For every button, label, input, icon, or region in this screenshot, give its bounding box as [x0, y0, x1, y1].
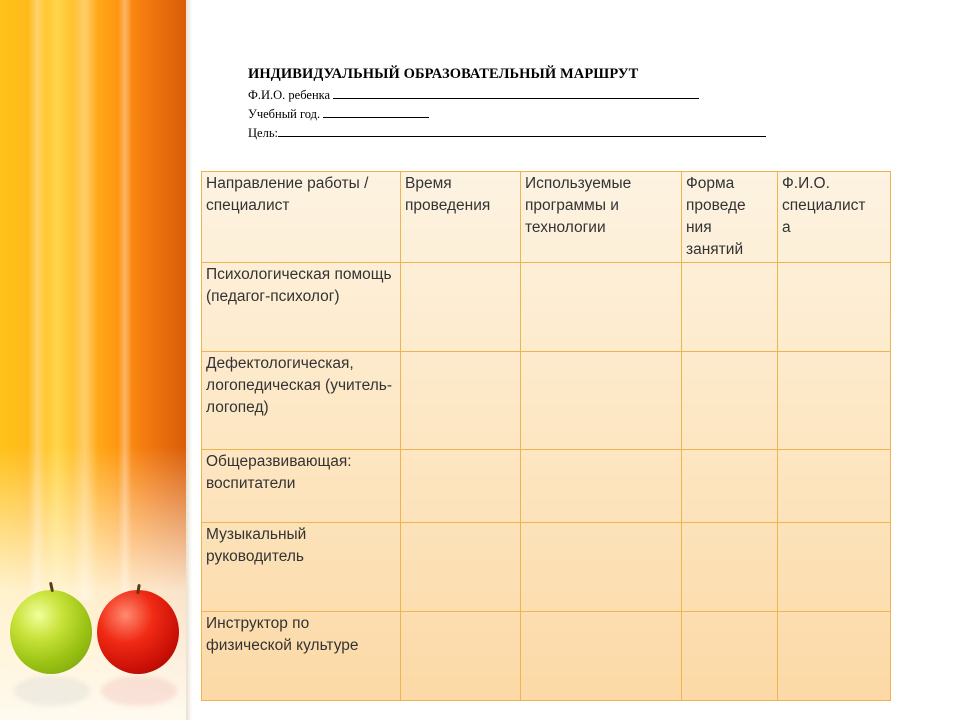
row-label: Психологическая помощь (педагог-психолог)	[202, 263, 401, 352]
table-cell[interactable]	[778, 612, 891, 701]
table-cell[interactable]	[401, 352, 521, 450]
column-header: Время проведения	[401, 172, 521, 263]
table-cell[interactable]	[521, 263, 682, 352]
table-header-row	[202, 172, 891, 263]
column-header: Используемые программы и технологии	[521, 172, 682, 263]
light-streak	[28, 0, 46, 600]
table-cell[interactable]	[682, 352, 778, 450]
child-name-field[interactable]	[333, 87, 699, 99]
child-name-line	[248, 86, 808, 105]
light-streak	[72, 0, 98, 600]
document-header	[248, 66, 808, 143]
table-cell[interactable]	[682, 612, 778, 701]
light-streak	[118, 0, 132, 600]
table-cell[interactable]	[521, 450, 682, 523]
table-row	[202, 523, 891, 612]
column-header: Форма проведе ния занятий	[682, 172, 778, 263]
child-name-label: Ф.И.О. ребенка	[248, 88, 331, 102]
route-table	[201, 171, 891, 701]
column-header: Направление работы /специалист	[202, 172, 401, 263]
column-header: Ф.И.О. специалист а	[778, 172, 891, 263]
table-cell[interactable]	[401, 612, 521, 701]
table-cell[interactable]	[778, 450, 891, 523]
table-cell[interactable]	[778, 352, 891, 450]
table-cell[interactable]	[778, 523, 891, 612]
row-label: Дефектологическая, логопедическая (учитель-логопед)	[202, 352, 401, 450]
table-cell[interactable]	[521, 352, 682, 450]
row-label: Инструктор по физической культуре	[202, 612, 401, 701]
red-apple-icon	[97, 590, 179, 674]
row-label: Общеразвивающая: воспитатели	[202, 450, 401, 523]
row-label: Музыкальный руководитель	[202, 523, 401, 612]
school-year-label: Учебный год.	[248, 107, 321, 121]
table-row	[202, 352, 891, 450]
goal-label: Цель:	[248, 126, 278, 140]
table-cell[interactable]	[401, 450, 521, 523]
table-cell[interactable]	[682, 263, 778, 352]
document-title: ИНДИВИДУАЛЬНЫЙ ОБРАЗОВАТЕЛЬНЫЙ МАРШРУТ	[248, 66, 639, 82]
school-year-field[interactable]	[323, 106, 429, 118]
table-cell[interactable]	[401, 523, 521, 612]
apple-reflection	[101, 676, 177, 706]
goal-field[interactable]	[278, 125, 766, 137]
table-row	[202, 612, 891, 701]
table-row	[202, 263, 891, 352]
panel-edge	[186, 0, 192, 720]
table-cell[interactable]	[682, 523, 778, 612]
table-cell[interactable]	[401, 263, 521, 352]
table-cell[interactable]	[521, 612, 682, 701]
table-cell[interactable]	[682, 450, 778, 523]
table-cell[interactable]	[778, 263, 891, 352]
goal-line	[248, 124, 808, 143]
apple-reflection	[14, 676, 90, 706]
school-year-line	[248, 105, 808, 124]
table-row	[202, 450, 891, 523]
green-apple-icon	[10, 590, 92, 674]
table-cell[interactable]	[521, 523, 682, 612]
